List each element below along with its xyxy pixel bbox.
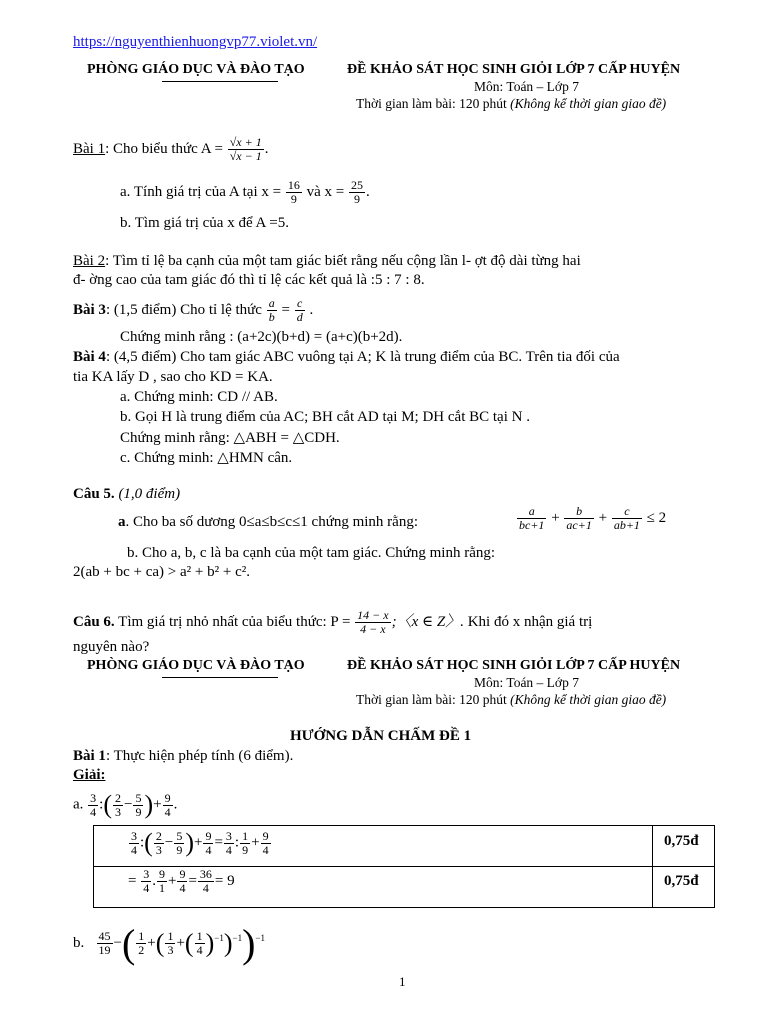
header-time-note: (Không kể thời gian giao đề) [510,96,667,111]
bai1-a-text: a. Tính giá trị của A tại x = [120,183,282,200]
header-exam: ĐỀ KHẢO SÁT HỌC SINH GIỎI LỚP 7 CẤP HUYỆN [347,62,681,77]
header-dept-underline [162,81,278,82]
bai1-a-frac1 [286,179,302,206]
bai3-fd: d [296,310,303,324]
bai1-intro: : Cho biểu thức A = [105,140,223,157]
bai1-a-f2n: 25 [350,178,363,192]
answer-a-label: a. [73,796,84,813]
bai3-prove: Chứng minh rằng : (a+2c)(b+d) = (a+c)(b+2d). [120,329,403,345]
bai1-a-and: và x = [306,183,345,200]
bai1-a-f2d: 9 [353,192,360,206]
answer-giai: Giải: [73,767,106,783]
cau6-label: Câu 6. [73,613,115,630]
cau5-t1d: bc+1 [519,518,545,532]
cau5-a-body: . Cho ba số dương 0≤a≤b≤c≤1 chứng minh rằng: [125,514,418,530]
bai2-label: Bài 2 [73,253,106,269]
header-dept: PHÒNG GIÁO DỤC VÀ ĐÀO TẠO [87,62,305,77]
bai4-a: a. Chứng minh: CD // AB. [120,389,278,405]
header2-dept-underline [162,677,278,678]
bai1-fraction [228,136,264,163]
bai1-a: a. Tính giá trị của A tại x = $\frac{16}{9}$ và x = $\frac{25}{9}$ . [120,178,370,206]
cau6-tail: Khi đó x nhận giá trị [467,613,593,630]
cau5-a-text [118,514,418,531]
bai3-line: Bài 3: (1,5 điểm) Cho tỉ lệ thức $\frac{a}{b}$ = $\frac{c}{d}$ . [73,296,314,324]
bai1-b: b. Tìm giá trị của x để A =5. [120,215,289,231]
bai3-fc: c [295,297,305,311]
bai4-b: b. Gọi H là trung điểm của AC; BH cắt AD tại M; DH cắt BC tại N . [120,409,530,425]
header2-exam: ĐỀ KHẢO SÁT HỌC SINH GIỎI LỚP 7 CẤP HUYỆN [347,658,681,673]
cau5-t2n: b [564,505,593,519]
header2-subject: Môn: Toán – Lớp 7 [474,675,579,690]
page-number: 1 [399,974,406,989]
bai4-line2: tia KA lấy D , sao cho KD = KA. [73,369,273,385]
source-link[interactable]: https://nguyenthienhuongvp77.violet.vn/ [73,34,318,50]
cau5-term3 [612,505,642,532]
cau6-fn: 14 − x [357,608,389,622]
bai3-points: : (1,5 điểm) Cho tỉ lệ thức [105,301,262,318]
grading-row-divider [94,866,714,867]
cau6-line1 [73,609,592,636]
grading-row1-score: 0,75đ [664,833,699,849]
bai1-frac-num: √x + 1 [229,135,262,149]
answer-b-label: b. [73,934,85,951]
grading-col-divider [652,826,653,907]
cau5-t3d: ab+1 [613,518,640,532]
bai2-line1-text: : Tìm tỉ lệ ba cạnh của một tam giác biết rằng nếu cộng lần l- ợt độ dài từng hai [105,253,581,269]
bai1-a-f1d: 9 [290,192,297,206]
cau5-term2 [564,505,593,532]
cau5-points: (1,0 điểm) [118,486,181,502]
header-time [356,96,666,112]
bai1-a-frac2 [349,179,365,206]
bai4-line1-text: : (4,5 điểm) Cho tam giác ABC vuông tại A; K là trung điểm của BC. Trên tia đối của [105,349,620,365]
cau5-term1 [517,505,546,532]
bai1-a-f1n: 16 [287,178,300,192]
header2-time-note: (Không kể thời gian giao đề) [510,692,667,707]
header-subject: Môn: Toán – Lớp 7 [474,79,579,94]
cau5-ineq: ≤ 2 [646,509,667,526]
cau6-cond: ;〈x ∈ Z〉. [391,613,464,630]
bai4-line1 [73,349,620,366]
answer-a-expression: a. $\frac{3}{4}$ :( $\frac{2}{3}$ − $\frac{5}{9}$ )+ $\frac{9}{4}$ . [73,790,178,819]
answer-b-expression: b. $\frac{45}{19}$ −( $\frac{1}{2}$ +( $\frac{1}{3}$ +( $\frac{1}{4}$ )$^{-1}$)$^{-1}$)$^{-1}$ [73,921,265,966]
cau6-text: Tìm giá trị nhỏ nhất của biểu thức: P = [118,613,351,630]
cau6-fd: 4 − x [360,622,386,636]
bai4-prove: Chứng minh rằng: △ABH = △CDH. [120,430,340,446]
answer-title: HƯỚNG DẪN CHẤM ĐỀ 1 [290,728,472,744]
expr-3-4: $\frac{3}{4}$ [90,790,97,819]
cau5-inequality: $\frac{a}{bc+1}$ + $\frac{b}{ac+1}$ + $\frac{c}{ab+1}$ ≤ 2 [519,504,667,532]
bai1-line: Bài 1: Cho biểu thức A = $\frac{√x + 1}{√x - 1}$ . [73,135,269,163]
bai4-c: c. Chứng minh: △HMN cân. [120,450,293,466]
cau5-t2d: ac+1 [566,518,592,532]
cau5-a-label: a [118,514,126,530]
bai1-frac-den: √x − 1 [229,149,262,163]
answer-bai1 [73,748,293,765]
bai2-line1 [73,253,581,270]
grading-row2-score: 0,75đ [664,873,699,889]
cau5-t3n: c [612,505,642,519]
header2-dept: PHÒNG GIÁO DỤC VÀ ĐÀO TẠO [87,658,305,673]
header2-time-text: Thời gian làm bài: 120 phút [356,692,507,707]
answer-bai1-label: Bài 1 [73,748,106,764]
cau5-b-formula: 2(ab + bc + ca) > a² + b² + c². [73,564,250,580]
bai1-label: Bài 1 [73,140,106,157]
bai3-frac-ab [267,297,277,324]
header-time-text: Thời gian làm bài: 120 phút [356,96,507,111]
bai2-line2: đ- ờng cao của tam giác đó thì tỉ lệ các kết quả là :5 : 7 : 8. [73,272,425,288]
bai3-fb: b [268,310,275,324]
bai3-fa: a [268,296,275,310]
cau6-frac [355,609,390,636]
cau5-t1n: a [517,505,546,519]
bai4-label: Bài 4 [73,349,106,365]
cau5-b: b. Cho a, b, c là ba cạnh của một tam giác. Chứng minh rằng: [127,545,496,561]
grading-row1-expr: $\frac{3}{4}$ :( $\frac{2}{3}$ − $\frac{5}{9}$ )+ $\frac{9}{4}$ = $\frac{3}{4}$ : $\frac{1}{9}$ + $\frac{9}{4}$ [131,828,269,857]
bai3-label: Bài 3 [73,301,106,318]
grading-row2-expr: = $\frac{3}{4}$ . $\frac{9}{1}$ + $\frac{9}{4}$ = $\frac{36}{4}$ = 9 [128,867,235,895]
cau5-title [73,486,180,503]
answer-bai1-text: : Thực hiện phép tính (6 điểm). [105,748,294,764]
header2-time [356,692,666,708]
cau5-label: Câu 5. [73,486,115,502]
cau6-line2: nguyên nào? [73,639,150,655]
bai3-frac-cd [295,297,305,324]
